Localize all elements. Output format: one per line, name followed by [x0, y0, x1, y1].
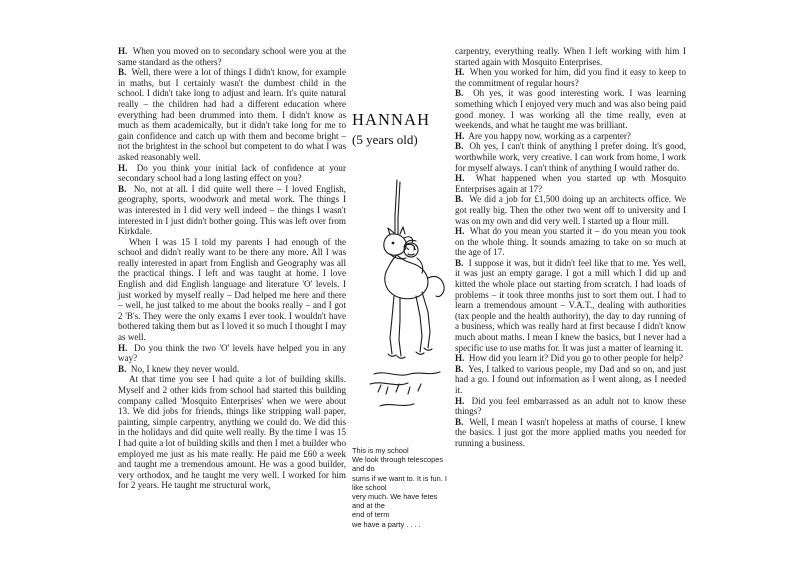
qa-text: We did a job for £1,500 doing up an architects office. We got really big. Then the other two went off to university and I was on my own and did very well. I started up a flour mill. [455, 194, 686, 226]
childs-drawing-icon [350, 178, 454, 418]
caption-line: This is my school [352, 446, 409, 455]
qa-text: Well, I mean I wasn't hopeless at maths of course. I knew the basics. I just got the more applied maths you needed for running a business. [455, 416, 686, 448]
qa-text: Do you think your initial lack of confidence at your secondary school had a long lasting effect on you? [118, 162, 346, 184]
qa-text: I suppose it was, but it didn't feel like that to me. Yes well, it was just an empty garage. I got a mill which I did up and kitted the whole place out starting from scratch. I had loads of problems – it took three months just to sort them out. I had to learn a tremendous amount – V.A.T., dealing with authorities (tax people and the health authority), the day to day running of a business, which was really hard at first because I didn't know much about maths. I mean I knew the basics, but I never had a specific use to use maths for. It was just a matter of learning it. [455, 257, 687, 353]
qa-paragraph [118, 343, 346, 364]
qa-text: When you moved on to secondary school were you at the same standard as the others? [118, 46, 346, 67]
speaker-label: H. [455, 353, 465, 364]
caption-line: very much. We have fetes and at the [352, 492, 438, 511]
speaker-label: B. [455, 363, 464, 374]
speaker-label: B. [455, 141, 464, 152]
right-text-column [455, 46, 686, 449]
speaker-label: H. [455, 226, 465, 237]
qa-paragraph [455, 226, 686, 258]
speaker-label: H. [118, 162, 128, 173]
qa-text: How did you learn it? Did you go to other people for help? [468, 353, 684, 364]
qa-paragraph [118, 163, 346, 184]
caption-line: end of term [352, 510, 390, 520]
qa-text: Oh yes, it was good interesting work. I was learning something which I enjoyed very much and was also being paid good money. I was working all the time really, even at weekends, and what he taught me was brilliant. [455, 88, 686, 131]
qa-paragraph [455, 131, 686, 142]
qa-paragraph [455, 396, 686, 417]
qa-text: Do you think the two 'O' levels have helped you in any way? [118, 342, 347, 364]
qa-paragraph [455, 353, 686, 364]
qa-text: What do you mean you started it – do you mean you took on the whole thing. It sounds amazing to take on so much at the age of 17. [455, 226, 686, 258]
qa-text: Yes, I talked to various people, my Dad and so on, and just had a go. I found out information as I went along, as I needed it. [455, 363, 686, 395]
speaker-label: B. [118, 363, 127, 374]
qa-text: When you worked for him, did you find it easy to keep to the commitment of regular hours? [455, 67, 686, 88]
qa-paragraph [455, 258, 686, 353]
body-paragraph [118, 374, 346, 491]
speaker-label: B. [118, 183, 127, 194]
left-text-column [118, 46, 346, 491]
qa-text: What happened when you started up wth Mosquito Enterprises again at 17? [455, 173, 686, 194]
drawing-caption [352, 446, 450, 529]
profile-name: HANNAH [352, 110, 431, 129]
caption-line: we have a party . . . . [352, 519, 421, 529]
qa-text: Did you feel embarrassed as an adult not to know these things? [455, 395, 686, 417]
qa-paragraph [455, 364, 686, 396]
qa-paragraph [455, 194, 686, 226]
qa-text: Oh yes, I can't think of anything I prefer doing. It's good, worthwhile work, very creative. I can work from home, I work for myself always. I can't think of anything I would rather do. [455, 141, 686, 173]
caption-line: sums if we want to. It is fun. I like school [352, 473, 447, 492]
qa-paragraph [118, 46, 346, 67]
speaker-label: B. [455, 416, 464, 427]
profile-age: (5 years old) [352, 132, 418, 147]
speaker-label: B. [455, 257, 464, 268]
qa-paragraph [455, 173, 686, 194]
qa-paragraph [455, 67, 686, 88]
qa-text: carpentry, everything really. When I left working with him I started again with Mosquito Enterprises. [455, 46, 686, 67]
speaker-label: H. [118, 342, 128, 353]
caption-line: We look through telescopes and do [352, 455, 444, 474]
qa-text: No, I knew they never would. [130, 363, 240, 374]
qa-text: No, not at all. I did quite well there – I loved English, geography, sports, woodwork and metal work. The things I was interested in I did very well indeed – the things I wasn't interested in I just didn't bother going. This was left over from Kirkdale. [118, 183, 347, 237]
qa-paragraph [455, 417, 686, 449]
speaker-label: H. [455, 130, 465, 141]
speaker-label: H. [455, 173, 465, 184]
speaker-label: B. [118, 67, 127, 78]
qa-text: Are you happy now, working as a carpenter? [468, 130, 631, 141]
profile-heading [352, 110, 452, 148]
speaker-label: B. [455, 88, 464, 99]
qa-paragraph [118, 184, 346, 237]
qa-text: When I was 15 I told my parents I had enough of the school and didn't really want to be there any more. All I was really interested in apart from English and Geography was all the practical things. I left and was taught at home. I love English and did English language and literature 'O' levels. I just worked by myself really – Dad helped me here and there – well, he just talked to me about the books really – and I got 2 'B's. They were the only exams I ever took. I wouldn't have bothered taking them but as I loved it so much I thought I may as well. [118, 236, 346, 343]
qa-text: Well, there were a lot of things I didn't know, for example in maths, but I certainly wasn't the dumbest child in the school. I didn't take long to adjust and learn. It's quite natural really – the children had had a different education where everything had been drummed into them. I didn't know as much as them academically, but it didn't take long for me to gain confidence and catch up with them and become bright – not the brightest in the school but competent to do what I was asked reasonably well. [118, 67, 346, 162]
qa-paragraph [455, 141, 686, 173]
qa-paragraph [455, 88, 686, 130]
body-paragraph [118, 237, 346, 343]
qa-paragraph [118, 67, 346, 162]
qa-paragraph [118, 364, 346, 375]
speaker-label: H. [455, 67, 465, 78]
qa-text: At that time you see I had quite a lot of building skills. Myself and 2 other kids from school had started this building company called 'Mosquito Enterprises' when we were about 13. We did jobs for friends, things like stripping wall paper, painting, simple carpentry, anything we could do. We did this in the holidays and did quite well really. By the time I was 15 I had quite a lot of building skills and then I met a builder who employed me just as his mate really. He paid me £60 a week and taught me a tremendous amount. He was a good builder, very orthodox, and he taught me very well. I worked for him for 2 years. He taught me structural work, [118, 374, 346, 491]
speaker-label: H. [455, 395, 465, 406]
speaker-label: H. [118, 46, 128, 56]
body-paragraph [455, 46, 686, 67]
speaker-label: B. [455, 194, 464, 205]
